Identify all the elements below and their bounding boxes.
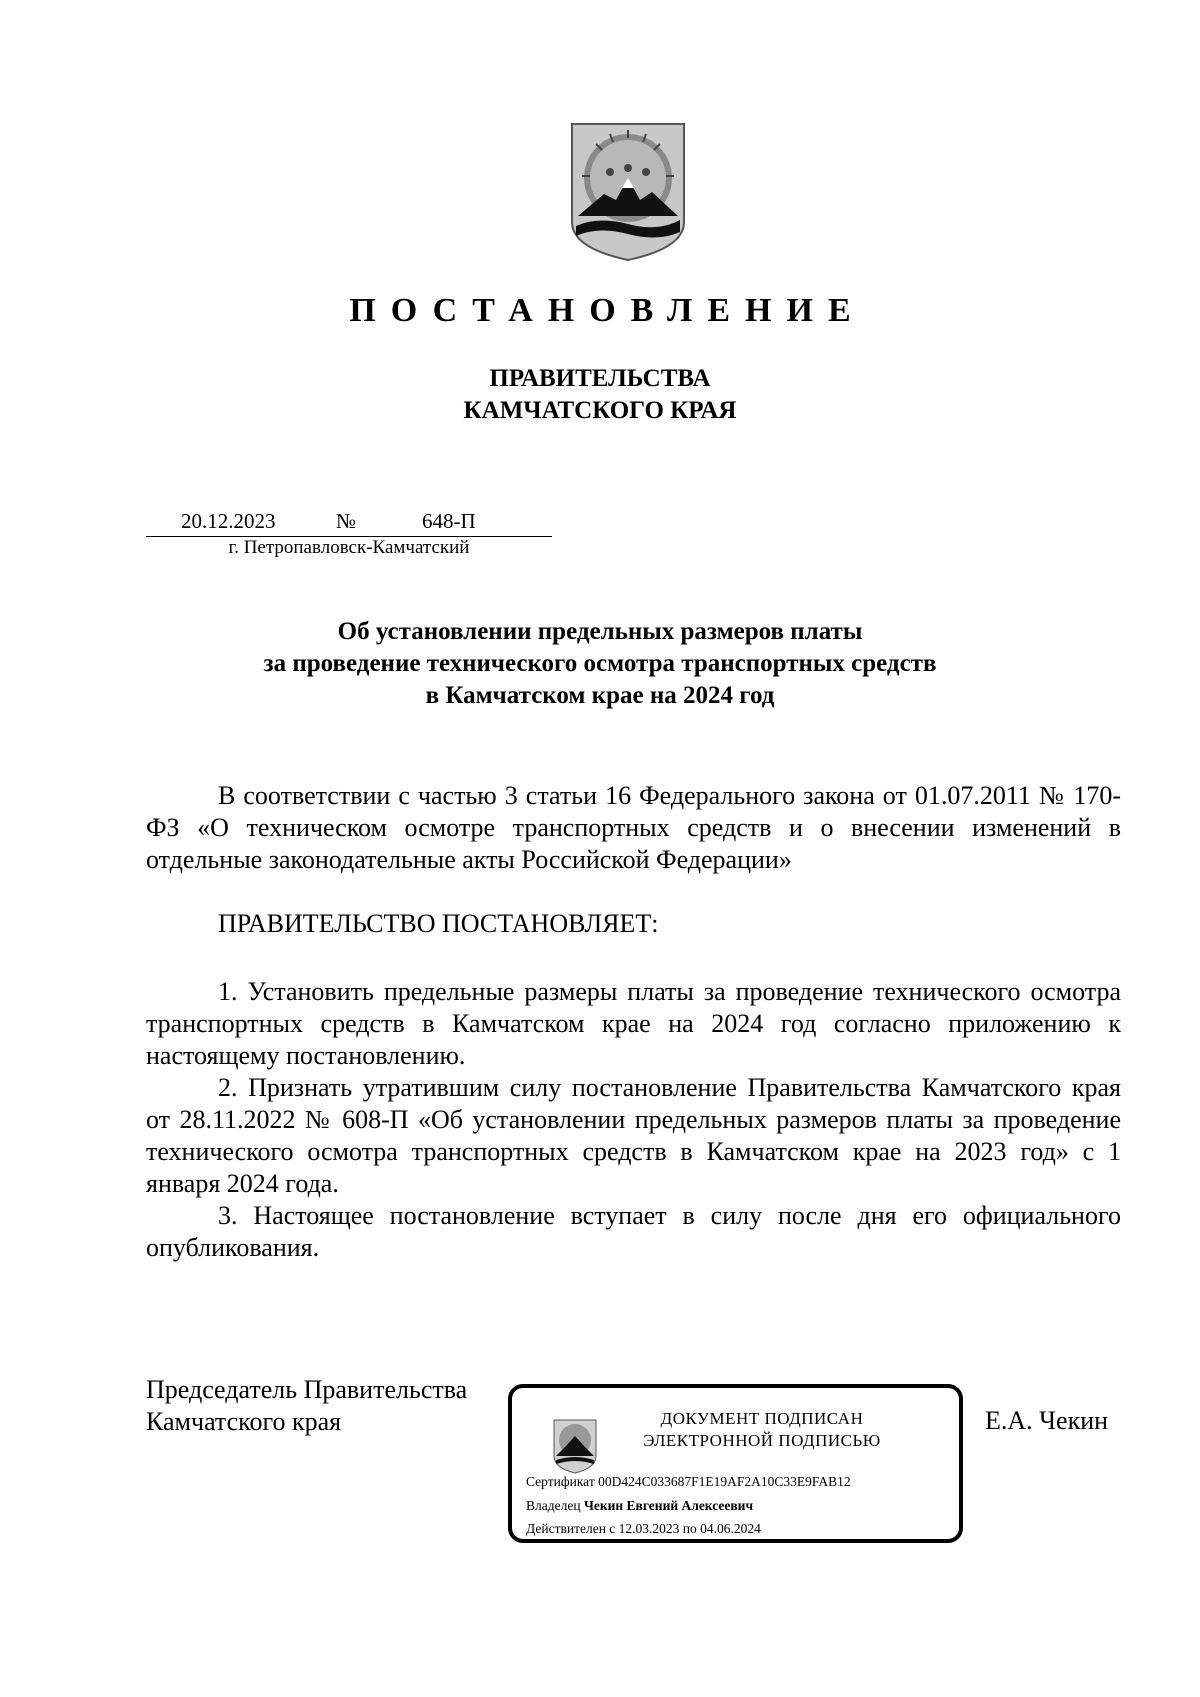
subject-line-3: в Камчатском крае на 2024 год [425, 682, 775, 709]
issuing-authority [0, 363, 1200, 427]
coat-of-arms [568, 120, 688, 262]
valid-to: 04.06.2024 [700, 1521, 761, 1536]
item-1: 1. Установить предельные размеры платы за проведение технического осмотра транспортных средств в Камчатском крае на 2024 год согласно приложению к настоящему постановлению. [146, 977, 1121, 1070]
owner-label: Владелец [526, 1498, 581, 1513]
electronic-signature-stamp [508, 1384, 963, 1543]
owner-value: Чекин Евгений Алексеевич [583, 1498, 754, 1513]
valid-to-label: по [682, 1521, 697, 1536]
item-2: 2. Признать утратившим силу постановление Правительства Камчатского края от 28.11.2022 № 608-П «Об установлении предельных размеров платы за проведение технического осмотра транспортных средств в Камчатском крае на 2023 год» с 1 января 2024 года. [146, 1073, 1121, 1198]
subject-line-2: за проведение технического осмотра транспортных средств [263, 650, 937, 677]
signatory-name: Е.А. Чекин [985, 1406, 1109, 1435]
preamble-paragraph [146, 780, 1121, 876]
stamp-owner [526, 1498, 753, 1514]
signatory-position [146, 1374, 467, 1438]
preamble-text: В соответствии с частью 3 статьи 16 Федерального закона от 01.07.2011 № 170-ФЗ «О техническом осмотре транспортных средств и о внесении изменений в отдельные законодательные акты Российской Федерации» [146, 781, 1121, 874]
stamp-validity [526, 1521, 761, 1537]
stamp-heading [612, 1408, 912, 1452]
position-line-2: Камчатского края [146, 1407, 342, 1436]
stamp-heading-line-2: ЭЛЕКТРОННОЙ ПОДПИСЬЮ [643, 1431, 881, 1450]
resolution-items [146, 976, 1121, 1264]
registration-line [146, 505, 552, 537]
city-of-issue: г. Петропавловск-Камчатский [228, 537, 470, 558]
number-sign: № [336, 509, 357, 533]
document-date: 20.12.2023 [181, 509, 276, 533]
authority-line-1: ПРАВИТЕЛЬСТВА [489, 365, 711, 392]
stamp-certificate [526, 1474, 851, 1490]
document-type-title: ПОСТАНОВЛЕНИЕ [349, 292, 866, 329]
valid-label: Действителен с [526, 1521, 616, 1536]
resolves-text: ПРАВИТЕЛЬСТВО ПОСТАНОВЛЯЕТ: [218, 909, 659, 938]
valid-from: 12.03.2023 [618, 1521, 680, 1536]
stamp-emblem-icon [552, 1418, 598, 1474]
position-line-1: Председатель Правительства [146, 1375, 468, 1404]
document-subject [0, 616, 1200, 712]
authority-line-2: КАМЧАТСКОГО КРАЯ [463, 397, 737, 424]
stamp-heading-line-1: ДОКУМЕНТ ПОДПИСАН [660, 1409, 864, 1428]
document-number: 648-П [422, 509, 476, 533]
certificate-label: Сертификат [526, 1474, 595, 1489]
item-3: 3. Настоящее постановление вступает в силу после дня его официального опубликования. [146, 1201, 1121, 1262]
certificate-value: 00D424C033687F1E19AF2A10C33E9FAB12 [598, 1474, 851, 1489]
resolution-heading [146, 908, 1121, 940]
subject-line-1: Об установлении предельных размеров платы [337, 618, 863, 645]
